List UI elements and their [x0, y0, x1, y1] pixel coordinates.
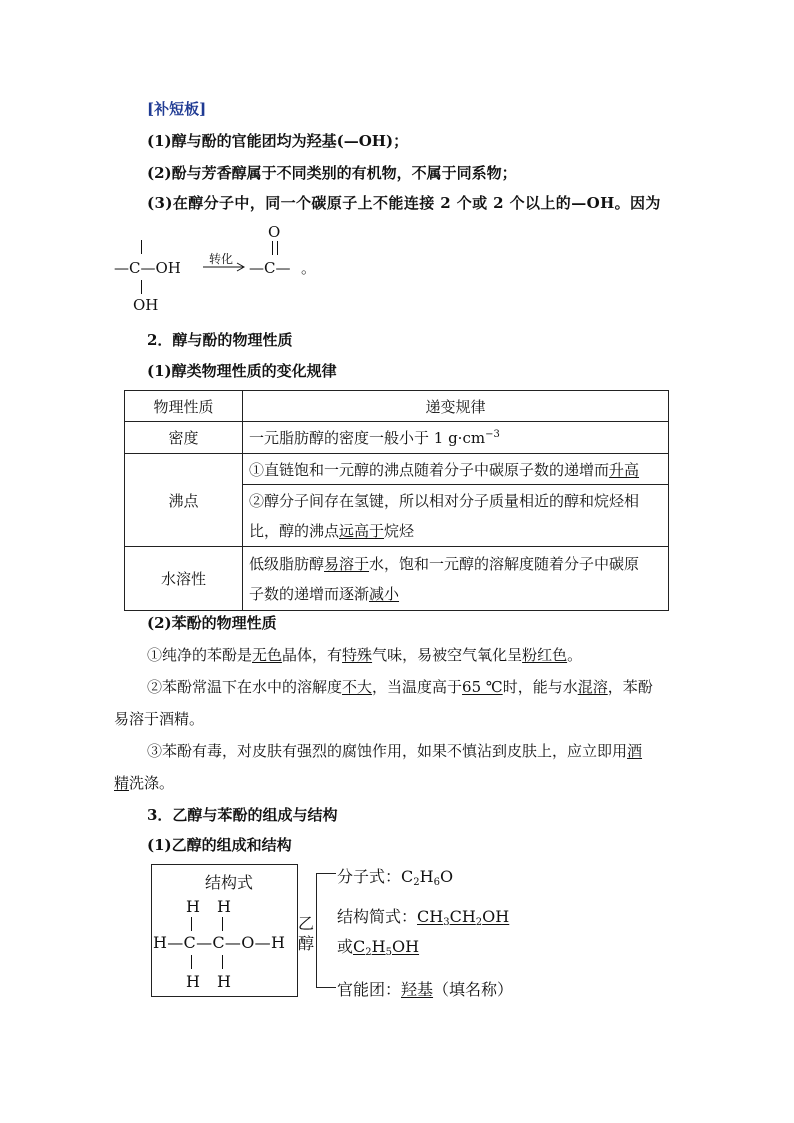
p2-d: ，苯酚	[607, 678, 653, 696]
section-2-sub2: (2)苯酚的物理性质	[147, 614, 277, 632]
sol-line1	[249, 549, 662, 579]
h-top-1: H	[186, 897, 200, 916]
boiling2-answer: 远高于	[339, 521, 385, 540]
section-2-sub1: (1)醇类物理性质的变化规律	[147, 362, 337, 380]
s1-n2: 2	[475, 917, 483, 928]
density-sup: −3	[485, 429, 500, 440]
section-3-title: 3．乙醇与苯酚的组成与结构	[147, 806, 338, 824]
phenol-para-1	[147, 645, 582, 665]
alcohol-properties-table	[124, 390, 669, 611]
p3-a: ③苯酚有毒，对皮肤有强烈的腐蚀作用，如果不慎沾到皮肤上，应立即用	[147, 742, 628, 760]
s2-n2: 5	[385, 947, 392, 958]
bracket-vertical	[316, 873, 317, 987]
bond-c1-up	[191, 917, 192, 931]
bracket-top	[316, 873, 336, 874]
boiling-label: 沸点	[125, 454, 243, 547]
boiling-cell-2	[243, 485, 669, 547]
solubility-cell	[243, 547, 669, 611]
reaction-left-bottom: OH	[133, 296, 159, 314]
bond-c1-down	[191, 955, 192, 969]
density-label: 密度	[125, 422, 243, 454]
func-note: （填名称）	[433, 980, 514, 999]
formula-n1: 2	[413, 877, 420, 888]
header-rule: 递变规律	[243, 391, 669, 422]
formula-h: H	[419, 867, 434, 886]
p1-a: ①纯净的苯酚是	[147, 646, 253, 664]
boiling2-line1: ②醇分子间存在氢键，所以相对分子质量相近的醇和烷烃相	[249, 491, 640, 510]
header-property: 物理性质	[125, 391, 243, 422]
arrow-icon	[203, 262, 247, 272]
h-bot-1: H	[186, 972, 200, 991]
reaction-right-main: —C—	[249, 259, 291, 277]
p1-d: 。	[567, 646, 583, 664]
density-cell	[243, 422, 669, 454]
p3-answer-2: 精	[114, 774, 130, 792]
formula-o: O	[439, 867, 454, 886]
reaction-left-main: —C—OH	[114, 259, 181, 277]
bu-line-1: (1)醇与酚的官能团均为羟基(—OH)；	[147, 132, 409, 150]
p2-b: ，当温度高于	[372, 678, 463, 696]
functional-group-row	[337, 977, 513, 1000]
p1-answer-2: 特殊	[342, 646, 373, 664]
side-label-2: 醇	[298, 934, 315, 953]
ethanol-chain: H—C—C—O—H	[153, 933, 286, 952]
table-row	[125, 422, 669, 454]
bond-up	[141, 240, 142, 254]
sol-pre: 低级脂肪醇	[249, 554, 325, 573]
box-title: 结构式	[205, 873, 254, 892]
p3-line2: 洗涤。	[129, 774, 175, 792]
sol-answer-1: 易溶于	[324, 554, 370, 573]
p1-answer-3: 粉红色	[522, 646, 568, 664]
boiling2-pre: 比，醇的沸点	[249, 521, 340, 540]
table-row	[125, 454, 669, 485]
p3-answer-1: 酒	[627, 742, 643, 760]
sol-answer-2: 减小	[369, 584, 400, 603]
phenol-para-2	[147, 677, 653, 697]
s1-a: CH	[417, 907, 444, 926]
bu-line-2: (2)酚与芳香醇属于不同类别的有机物，不属于同系物；	[147, 164, 517, 182]
reaction-end: 。	[301, 259, 317, 277]
arrow-label: 转化	[209, 252, 234, 266]
p1-c: 气味，易被空气氧化呈	[372, 646, 523, 664]
boiling-cell-1	[243, 454, 669, 485]
section-3-sub1: (1)乙醇的组成和结构	[147, 836, 292, 854]
func-answer: 羟基	[401, 980, 434, 999]
p2-answer-3: 混溶	[577, 678, 608, 696]
sol-line2	[249, 579, 662, 609]
tag-bu-duan-ban: [补短板]	[147, 100, 207, 118]
table-row	[125, 547, 669, 611]
s2-a: C	[353, 937, 366, 956]
bracket-bottom	[316, 987, 336, 988]
double-bond	[272, 241, 278, 255]
p1-answer-1: 无色	[252, 646, 283, 664]
simple-formula-row	[337, 904, 509, 928]
s1-c: OH	[482, 907, 510, 926]
func-label: 官能团：	[337, 980, 402, 999]
bond-down	[141, 280, 142, 294]
s2-c: OH	[391, 937, 420, 956]
p2-answer-2: 65 ℃	[462, 678, 503, 696]
phenol-para-3	[147, 741, 642, 761]
sol-line2-pre: 子数的递增而逐渐	[249, 584, 370, 603]
reaction-right-top: O	[268, 223, 281, 241]
s2-n: 2	[365, 947, 372, 958]
s2-h: H	[371, 937, 386, 956]
simple-formula-row-2	[337, 934, 419, 958]
s1-b: CH	[449, 907, 476, 926]
formula-label: 分子式：	[337, 867, 402, 886]
formula-n2: 6	[433, 877, 440, 888]
table-row	[125, 391, 669, 422]
density-text: 一元脂肪醇的密度一般小于 1 g·cm	[249, 429, 486, 447]
h-bot-2: H	[217, 972, 231, 991]
section-2-title: 2．醇与酚的物理性质	[147, 331, 293, 349]
bond-c2-up	[222, 917, 223, 931]
simple-label: 结构简式：	[337, 907, 418, 926]
side-label-1: 乙	[298, 914, 315, 933]
formula-c: C	[401, 867, 414, 886]
p2-c: 时，能与水	[502, 678, 578, 696]
bond-c2-down	[222, 955, 223, 969]
boiling1-text: ①直链饱和一元醇的沸点随着分子中碳原子数的递增而	[249, 460, 610, 479]
simple-formula-2	[353, 937, 419, 956]
simple-formula-1	[417, 907, 509, 926]
phenol-para-3-line2	[114, 773, 174, 793]
sol-post: 水，饱和一元醇的溶解度随着分子中碳原	[369, 554, 640, 573]
s1-n: 3	[443, 917, 450, 928]
solubility-label: 水溶性	[125, 547, 243, 611]
bu-line-3: (3)在醇分子中，同一个碳原子上不能连接 2 个或 2 个以上的—OH。因为	[147, 194, 661, 212]
phenol-para-2-line2: 易溶于酒精。	[114, 710, 205, 728]
boiling2-line2	[249, 516, 662, 546]
p2-answer-1: 不大	[342, 678, 373, 696]
formula-row	[337, 864, 453, 888]
boiling1-answer: 升高	[609, 460, 640, 479]
boiling2-post: 烷烃	[384, 521, 415, 540]
p2-a: ②苯酚常温下在水中的溶解度	[147, 678, 343, 696]
p1-b: 晶体，有	[282, 646, 343, 664]
simple-or: 或	[337, 937, 354, 956]
h-top-2: H	[217, 897, 231, 916]
